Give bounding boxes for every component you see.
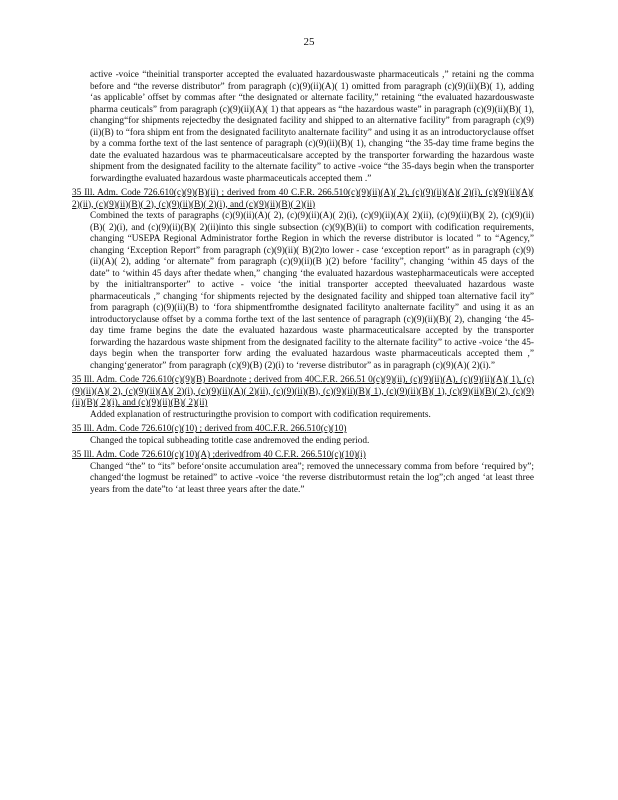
entry-body: Added explanation of restructuringthe provision to comport with codification requirements. <box>90 409 431 420</box>
entry-body: Combined the texts of paragraphs (c)(9)(ii)(A)( 2), (c)(9)(ii)(A)( 2)(i), (c)(9)(ii)(A)( 2)(ii), (c)(9)(ii)(B)( 2), (c)(9)(ii)(B)( 2)(i), and (c)(9)(ii)(B)( 2)(ii)into this single subsection (c)(9)(B)(ii) to comport with codification requirements, changing “USEPA Regional Administrator forthe Region in which the reverse distributor is located ” to “Agency,” changing ‘Exception Report” from paragraph (c)(9)(ii)( B)(2)to lower - case ‘exception report” as in paragraph (c)(9)(ii)(A)( 2), adding ‘or alternate” from paragraph (c)(9)(ii)(B )(2) before ‘facility”, changing ‘within 45 days of the date” to ‘within 45 days after thedate when,” changing ‘the evaluated hazardous wastepharmaceuticals were accepted by the initialtransporter” to active - voice ‘the initial transporter accepted theevaluated hazardous waste pharmaceuticals ,” changing ‘for shipments rejected by the designated facility and shipped toan alternative facil ity” from paragraph (c)(9)(ii)(B) to ‘fora shipmentfromthe designated facilityto analternate facility” and using it as an introductoryclause offset by a comma forthe text of the last sentence of paragraph (c)(9)(ii)(B)( 2), changing ‘the 45-day time frame begins the date the evaluated hazardous waste pharmaceuticalsare accepted by the transporter forwarding the hazardous waste shipment from the designated facility to the alternate facility” to active -voice ‘the 45-days begin when the transporter forw arding the evaluated hazardous waste pharmaceuticals accepted them ,” changing‘generator” from paragraph (c)(9)(B) (2)(i) to ‘reverse distributor” as in paragraph (c)(9)(A)( 2)(i).” <box>90 211 534 371</box>
page-content <box>72 70 534 496</box>
entry-body: Changed “the” to “its” before‘onsite accumulation area”; removed the unnecessary comma from before ‘required by”; changed‘the logmust be retained” to active -voice ‘the reverse distributormust retain the log”;ch anged ‘at least three years from the date”to ‘at least three years after the date.” <box>90 461 534 495</box>
page-number: 25 <box>303 36 315 48</box>
entry-heading: 35 Ill. Adm. Code 726.610(c)(10)(A) ;derivedfrom 40 C.F.R. 266.510(c)(10)(i) <box>72 450 366 460</box>
entry-726-610-c-9-B-boardnote <box>72 375 534 421</box>
entry-heading: 35 Ill. Adm. Code 726.610(c)(10) ; derived from 40C.F.R. 266.510(c)(10) <box>72 424 347 434</box>
entry-726-610-c-9-B-ii <box>72 188 534 372</box>
entry-heading: 35 Ill. Adm. Code 726.610(c)(9)(B)(ii) ; derived from 40 C.F.R. 266.510(c)(9)(ii)(A)( 2), (c)(9)(ii)(A)( 2)(i), (c)(9)(ii)(A)( 2)(ii), (c)(9)(ii)(B)( 2), (c)(9)(ii)(B)( 2)(i), and (c)(9)(ii)(B)( 2)(ii) <box>72 188 534 210</box>
entry-726-610-c-10-A <box>72 450 534 496</box>
entry-726-610-c-10 <box>72 424 534 447</box>
intro-paragraph: active -voice “theinitial transporter accepted the evaluated hazardouswaste pharmaceuticals ,” retaini ng the comma before and “the reverse distributor” from paragraph (c)(9)(ii)(A)( 1) omitted from paragraph (c)(9)(ii)(B)( 1), adding ‘as applicable’ offset by commas after “the designated or alternate facility,” retaining “the evaluated hazardouswaste pharma ceuticals” from paragraph (c)(9)(ii)(A)( 1) that appears as “the hazardous waste” in paragraph (c)(9)(ii)(B)( 1), changing“for shipments rejectedby the designated facility and shipped to an alternative facility” from paragraph (c)(9)(ii)(B) to “fora shipm ent from the designated facilityto analternate facility” and using it as an introductoryclause offset by a comma forthe text of the last sentence of paragraph (c)(9)(ii)(B)( 1), changing “the 35-day time frame begins the date the evaluated hazardous was te pharmaceuticalsare accepted by the transporter forwarding the hazardous waste shipment from the designated facility to the alternate facility” to active -voice “the 35-days begin when the transporter forwardingthe evaluated hazardous waste pharmaceuticals accepted them .” <box>90 70 534 184</box>
entry-heading: 35 Ill. Adm. Code 726.610(c)(9)(B) Boardnote ; derived from 40C.F.R. 266.51 0(c)(9)(ii), (c)(9)(ii)(A), (c)(9)(ii)(A)( 1), (c)(9)(ii)(A)( 2), (c)(9)(ii)(A)( 2)(i), (c)(9)(ii)(A)( 2)(ii), (c)(9)(ii)(B), (c)(9)(ii)(B)( 1), (c)(9)(ii)(B)( 1), (c)(9)(ii)(B)( 2), (c)(9)(ii)(B)( 2)(i), and (c)(9)(ii)(B)( 2)(ii) <box>72 375 534 408</box>
entry-body: Changed the topical subheading totitle case andremoved the ending period. <box>90 435 370 446</box>
